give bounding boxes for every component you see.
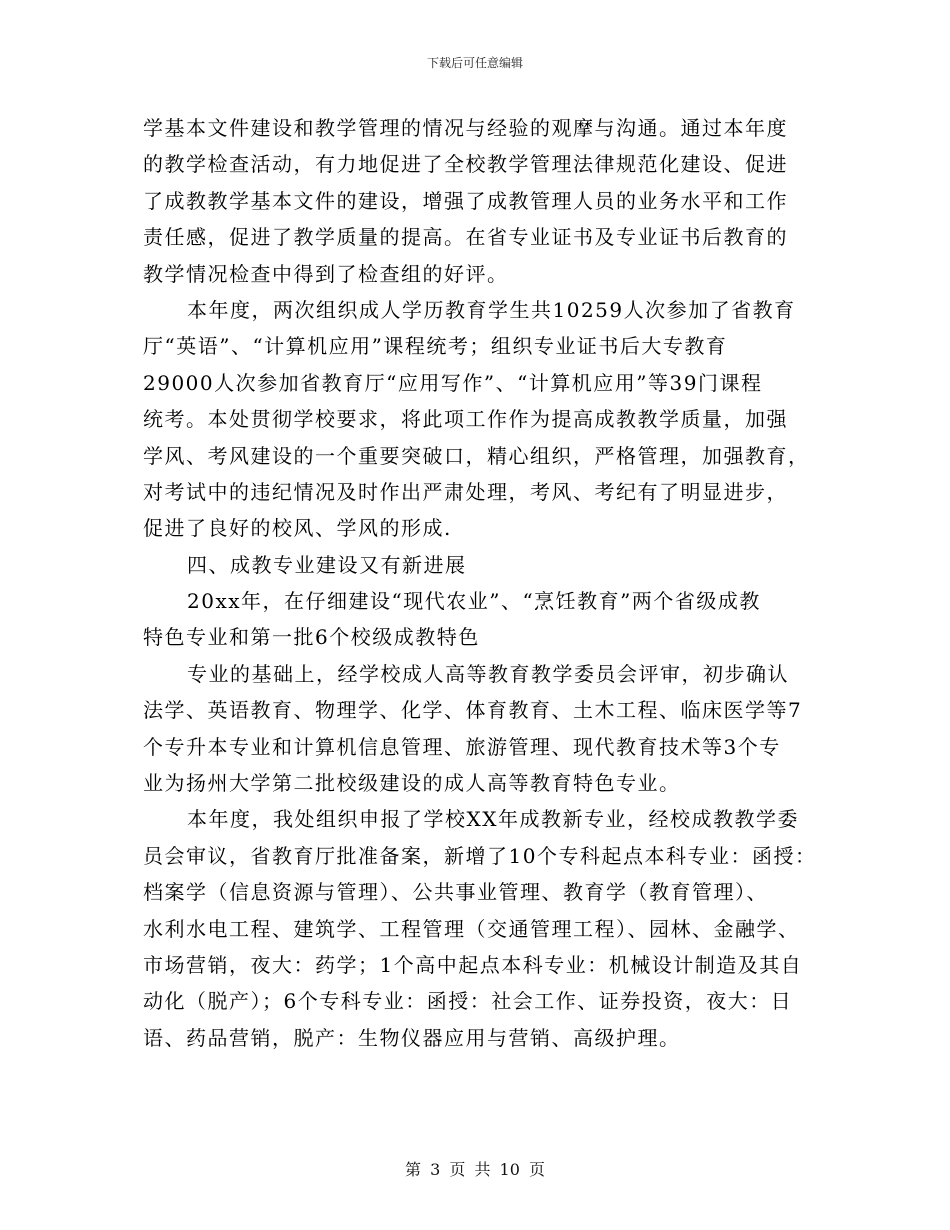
text-line: 教学情况检查中得到了检查组的好评。 <box>143 261 509 286</box>
text-line: 对考试中的违纪情况及时作出严肃处理，考风、考纪有了明显进步， <box>143 479 788 504</box>
text-line: 业为扬州大学第二批校级建设的成人高等教育特色专业。 <box>143 771 681 796</box>
text-line: 法学、英语教育、物理学、化学、体育教育、土木工程、临床医学等7 <box>143 698 803 723</box>
paragraph-start-line: 20xx年，在仔细建设“现代农业”、“烹饪教育”两个省级成教 <box>187 589 761 614</box>
text-line: 责任感，促进了教学质量的提高。在省专业证书及专业证书后教育的 <box>143 225 788 250</box>
text-line: 语、药品营销，脱产：生物仪器应用与营销、高级护理。 <box>143 1025 681 1050</box>
text-line: 学风、考风建设的一个重要突破口，精心组织，严格管理，加强教育， <box>143 443 810 468</box>
text-line: 统考。本处贯彻学校要求，将此项工作作为提高成教教学质量，加强 <box>143 407 788 432</box>
paragraph-start-line: 本年度，两次组织成人学历教育学生共10259人次参加了省教育 <box>187 297 796 322</box>
page-header-note: 下载后可任意编辑 <box>426 56 523 70</box>
page-number-footer: 第 3 页 共 10 页 <box>405 1160 545 1179</box>
text-line: 了成教教学基本文件的建设，增强了成教管理人员的业务水平和工作 <box>143 188 788 213</box>
paragraph-start-line: 专业的基础上，经学校成人高等教育教学委员会评审，初步确认 <box>187 661 789 686</box>
document-body <box>143 110 823 1056</box>
text-line: 水利水电工程、建筑学、工程管理（交通管理工程）、园林、金融学、 <box>143 916 800 941</box>
text-line: 29000人次参加省教育厅“应用写作”、“计算机应用”等39门课程 <box>143 370 763 395</box>
text-line: 厅“英语”、“计算机应用”课程统考；组织专业证书后大专教育 <box>143 334 728 359</box>
text-line: 市场营销，夜大：药学；1个高中起点本科专业：机械设计制造及其自 <box>143 952 803 977</box>
text-line: 员会审议，省教育厅批准备案，新增了10个专科起点本科专业：函授： <box>143 843 817 868</box>
text-line: 特色专业和第一批6个校级成教特色 <box>143 625 480 650</box>
text-line: 促进了良好的校风、学风的形成. <box>143 516 452 541</box>
text-line: 的教学检查活动，有力地促进了全校教学管理法律规范化建设、促进 <box>143 152 788 177</box>
paragraph-start-line: 本年度，我处组织申报了学校XX年成教新专业，经校成教教学委 <box>187 807 799 832</box>
text-line: 动化（脱产）；6个专科专业：函授：社会工作、证券投资，夜大：日 <box>143 989 793 1014</box>
text-line: 学基本文件建设和教学管理的情况与经验的观摩与沟通。通过本年度 <box>143 116 788 140</box>
text-line: 个专升本专业和计算机信息管理、旅游管理、现代教育技术等3个专 <box>143 734 781 759</box>
section-heading: 四、成教专业建设又有新进展 <box>187 552 467 577</box>
text-line: 档案学（信息资源与管理）、公共事业管理、教育学（教育管理）、 <box>143 880 768 905</box>
